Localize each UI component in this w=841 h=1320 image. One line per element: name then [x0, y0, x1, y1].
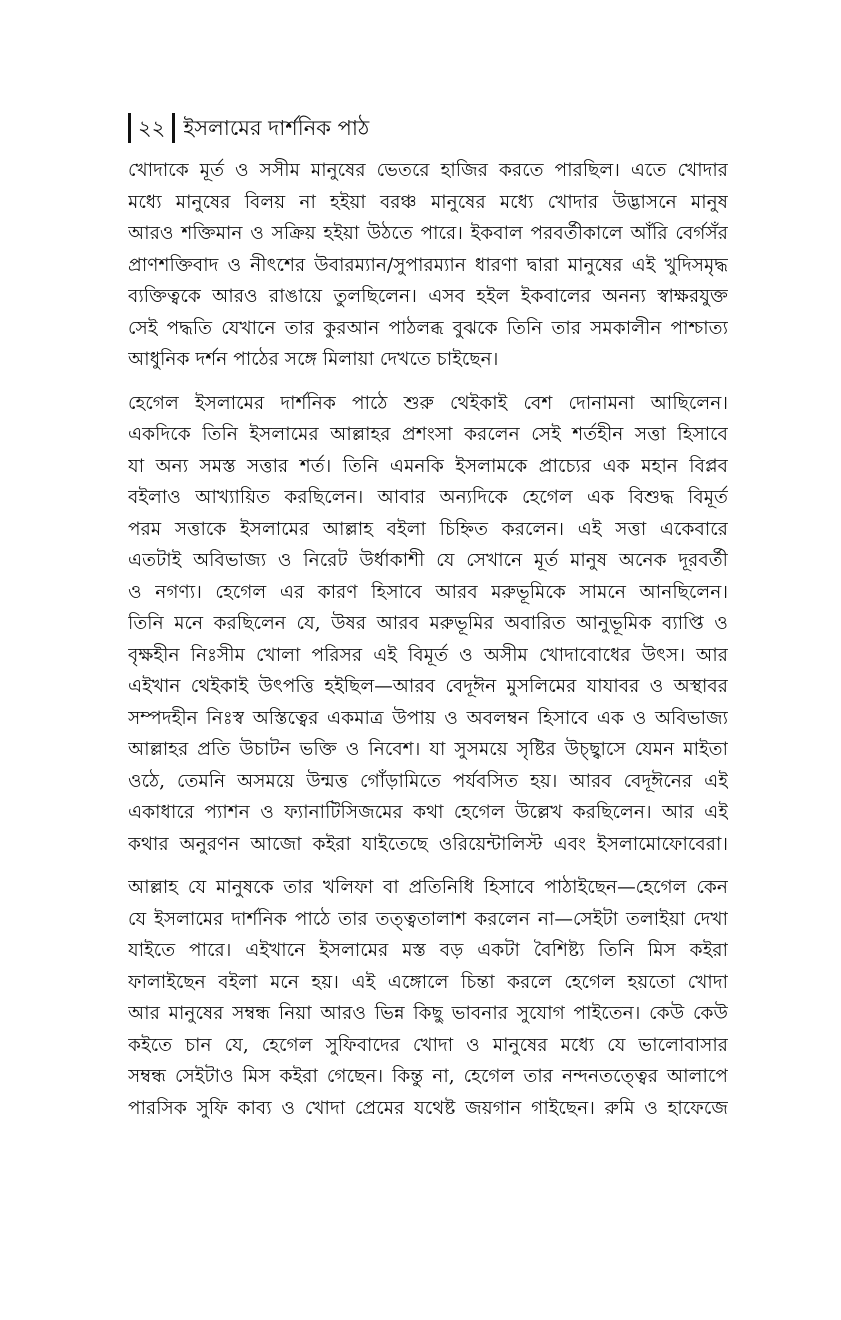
- text-line: সম্বন্ধ সেইটাও মিস কইরা গেছেন। কিন্তু না, হেগেল তার নন্দনতত্ত্বের আলাপে: [128, 1066, 728, 1087]
- text-line: এতটাই অবিভাজ্য ও নিরেট উর্ধাকাশী যে সেখানে মূর্ত মানুষ অনেক দূরবর্তী: [128, 550, 728, 571]
- text-line: যে ইসলামের দার্শনিক পাঠে তার তত্ত্বতালাশ করলেন না—সেইটা তলাইয়া দেখা: [128, 908, 728, 930]
- text-line: ও নগণ্য। হেগেল এর কারণ হিসাবে আরব মরুভূমিকে সামনে আনছিলেন।: [128, 581, 728, 603]
- text-line: এইখান থেইকাই উৎপত্তি হইছিল—আরব বেদূঈন মুসলিমের যাযাবর ও অস্থাবর: [128, 676, 728, 697]
- running-title: ইসলামের দার্শনিক পাঠ: [183, 116, 370, 140]
- page-number: ২২: [138, 116, 166, 140]
- text-line: আল্লাহ যে মানুষকে তার খলিফা বা প্রতিনিধি হিসাবে পাঠাইছেন—হেগেল কেন: [128, 877, 728, 898]
- text-line: কথার অনুরণন আজো কইরা যাইতেছে ওরিয়েন্টালিস্ট এবং ইসলামোফোবেরা।: [128, 833, 728, 855]
- text-line: সেই পদ্ধতি যেখানে তার কুরআন পাঠলব্ধ বুঝকে তিনি তার সমকালীন পাশ্চাত্য: [128, 317, 728, 339]
- text-line: আর মানুষের সম্বন্ধ নিয়া আরও ভিন্ন কিছু ভাবনার সুযোগ পাইতেন। কেউ কেউ: [128, 1003, 728, 1024]
- text-line: ফালাইছেন বইলা মনে হয়। এই এঙ্গোলে চিন্তা করলে হেগেল হয়তো খোদা: [128, 971, 728, 993]
- paragraph-1: [128, 155, 728, 376]
- text-line: সম্পদহীন নিঃস্ব অস্তিত্বের একমাত্র উপায় ও অবলম্বন হিসাবে এক ও অবিভাজ্য: [128, 707, 728, 729]
- text-line: আধুনিক দর্শন পাঠের সঙ্গে মিলায়া দেখতে চাইছেন।: [128, 349, 499, 370]
- text-line: পারসিক সুফি কাব্য ও খোদা প্রেমের যথেষ্ট জয়গান গাইছেন। রুমি ও হাফেজে: [128, 1097, 728, 1119]
- text-line: আল্লাহর প্রতি উচাটন ভক্তি ও নিবেশ। যা সুসময়ে সৃষ্টির উচ্ছ্বাসে যেমন মাইতা: [128, 739, 728, 760]
- text-line: আরও শক্তিমান ও সক্রিয় হইয়া উঠতে পারে। ইকবাল পরবর্তীকালে আঁরি বের্গসঁর: [128, 223, 728, 244]
- text-line: তিনি মনে করছিলেন যে, উষর আরব মরুভূমির অবারিত আনুভূমিক ব্যাপ্তি ও: [128, 613, 728, 634]
- text-line: একদিকে তিনি ইসলামের আল্লাহর প্রশংসা করলেন সেই শর্তহীন সত্তা হিসাবে: [128, 424, 728, 445]
- text-line: একাধারে প্যাশন ও ফ্যানাটিসিজমের কথা হেগেল উল্লেখ করছিলেন। আর এই: [128, 802, 728, 823]
- text-line: খোদাকে মূর্ত ও সসীম মানুষের ভেতরে হাজির করতে পারছিল। এতে খোদার: [128, 160, 728, 181]
- text-line: যা অন্য সমস্ত সত্তার শর্ত। তিনি এমনকি ইসলামকে প্রাচ্যের এক মহান বিপ্লব: [128, 455, 728, 477]
- text-line: যাইতে পারে। এইখানে ইসলামের মস্ত বড় একটা বৈশিষ্ট্য তিনি মিস কইরা: [128, 940, 728, 961]
- paragraph-3: [128, 872, 728, 1124]
- text-line: হেগেল ইসলামের দার্শনিক পাঠে শুরু থেইকাই বেশ দোনামনা আছিলেন।: [128, 392, 728, 414]
- running-header: [128, 113, 369, 143]
- text-line: পরম সত্তাকে ইসলামের আল্লাহ বইলা চিহ্নিত করলেন। এই সত্তা একেবারে: [128, 518, 728, 540]
- text-line: বৃক্ষহীন নিঃসীম খোলা পরিসর এই বিমূর্ত ও অসীম খোদাবোধের উৎস। আর: [128, 644, 728, 666]
- text-line: বইলাও আখ্যায়িত করছিলেন। আবার অন্যদিকে হেগেল এক বিশুদ্ধ বিমূর্ত: [128, 487, 728, 508]
- body-text: [128, 155, 728, 1136]
- text-line: ওঠে, তেমনি অসময়ে উন্মত্ত গোঁড়ামিতে পর্যবসিত হয়। আরব বেদূঈনের এই: [128, 770, 728, 792]
- paragraph-2: [128, 388, 728, 861]
- text-line: ব্যক্তিত্বকে আরও রাঙায়ে তুলছিলেন। এসব হইল ইকবালের অনন্য স্বাক্ষরযুক্ত: [128, 286, 728, 307]
- text-line: কইতে চান যে, হেগেল সুফিবাদের খোদা ও মানুষের মধ্যে যে ভালোবাসার: [128, 1034, 728, 1056]
- text-line: প্রাণশক্তিবাদ ও নীৎশের উবারম্যান/সুপারম্যান ধারণা দ্বারা মানুষের এই খুদিসমৃদ্ধ: [128, 254, 728, 276]
- text-line: মধ্যে মানুষের বিলয় না হইয়া বরঞ্চ মানুষের মধ্যে খোদার উদ্ভাসনে মানুষ: [128, 191, 728, 213]
